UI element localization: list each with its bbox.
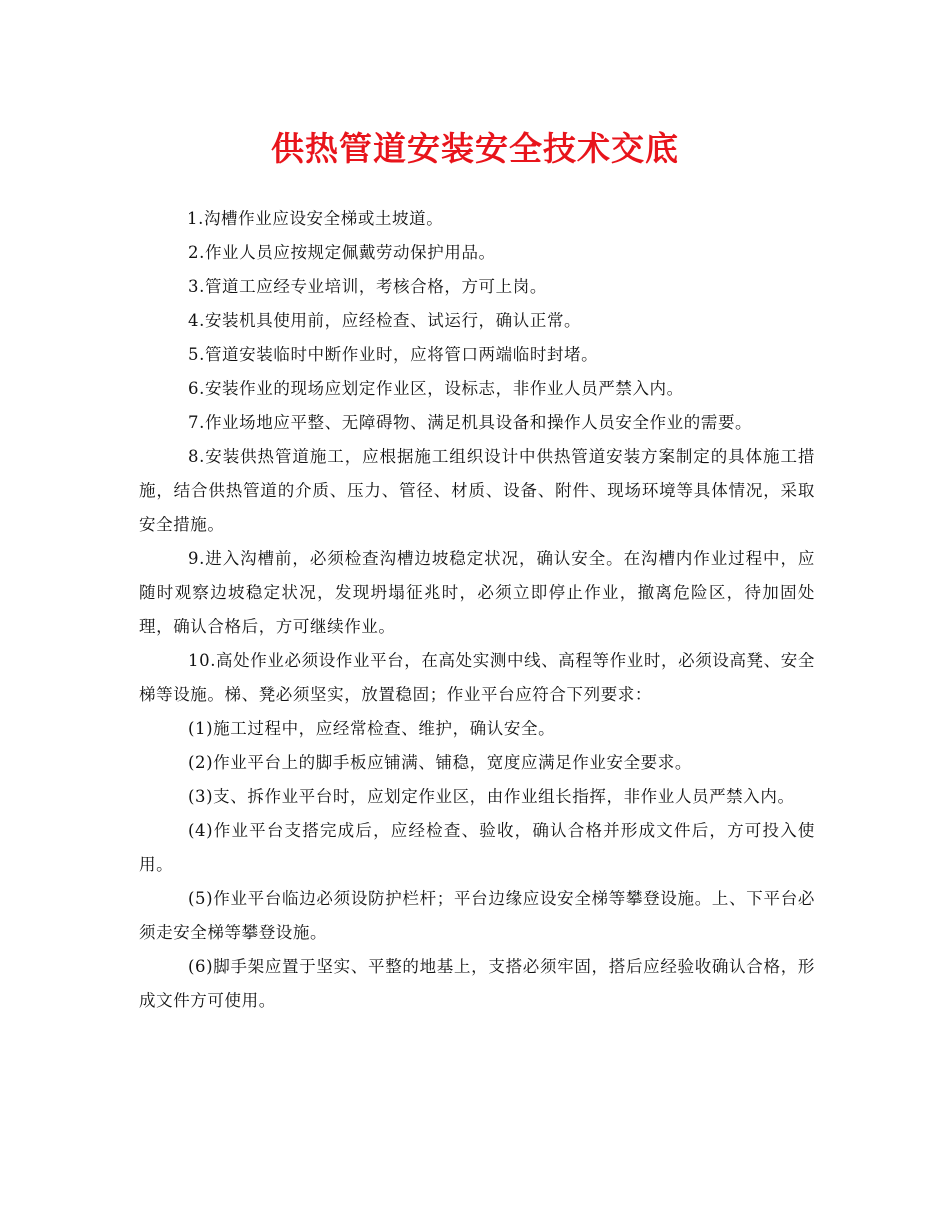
sub-item-3: (3)支、拆作业平台时，应划定作业区，由作业组长指挥，非作业人员严禁入内。 <box>188 787 795 806</box>
document-title: 供热管道安装安全技术交底 <box>271 129 679 168</box>
paragraph-4: 4.安装机具使用前，应经检查、试运行，确认正常。 <box>188 311 582 330</box>
paragraph-2: 2.作业人员应按规定佩戴劳动保护用品。 <box>188 243 496 262</box>
sub-item-5: (5)作业平台临边必须设防护栏杆；平台边缘应设安全梯等攀登设施。上、下平台必须走安全梯等攀登设施。 <box>139 889 815 942</box>
sub-item-6: (6)脚手架应置于坚实、平整的地基上，支搭必须牢固，搭后应经验收确认合格，形成文件方可使用。 <box>139 957 815 1010</box>
paragraph-1: 1.沟槽作业应设安全梯或土坡道。 <box>187 209 444 228</box>
paragraph-6: 6.安装作业的现场应划定作业区，设标志，非作业人员严禁入内。 <box>188 379 684 398</box>
sub-item-1: (1)施工过程中，应经常检查、维护，确认安全。 <box>188 719 556 738</box>
paragraph-3: 3.管道工应经专业培训，考核合格，方可上岗。 <box>188 277 547 296</box>
paragraph-5: 5.管道安装临时中断作业时，应将管口两端临时封堵。 <box>188 345 599 364</box>
sub-item-2: (2)作业平台上的脚手板应铺满、铺稳，宽度应满足作业安全要求。 <box>188 753 692 772</box>
paragraph-10: 10.高处作业必须设作业平台，在高处实测中线、高程等作业时，必须设高凳、安全梯等设施。梯、凳必须坚实，放置稳固；作业平台应符合下列要求： <box>139 651 815 704</box>
paragraph-9: 9.进入沟槽前，必须检查沟槽边坡稳定状况，确认安全。在沟槽内作业过程中，应随时观察边坡稳定状况，发现坍塌征兆时，必须立即停止作业，撤离危险区，待加固处理，确认合格后，方可继续作业。 <box>139 549 815 636</box>
paragraph-7: 7.作业场地应平整、无障碍物、满足机具设备和操作人员安全作业的需要。 <box>188 413 753 432</box>
sub-item-4: (4)作业平台支搭完成后，应经检查、验收，确认合格并形成文件后，方可投入使用。 <box>139 821 815 874</box>
paragraph-8: 8.安装供热管道施工，应根据施工组织设计中供热管道安装方案制定的具体施工措施，结合供热管道的介质、压力、管径、材质、设备、附件、现场环境等具体情况，采取安全措施。 <box>139 447 815 534</box>
document-body <box>139 202 815 1018</box>
